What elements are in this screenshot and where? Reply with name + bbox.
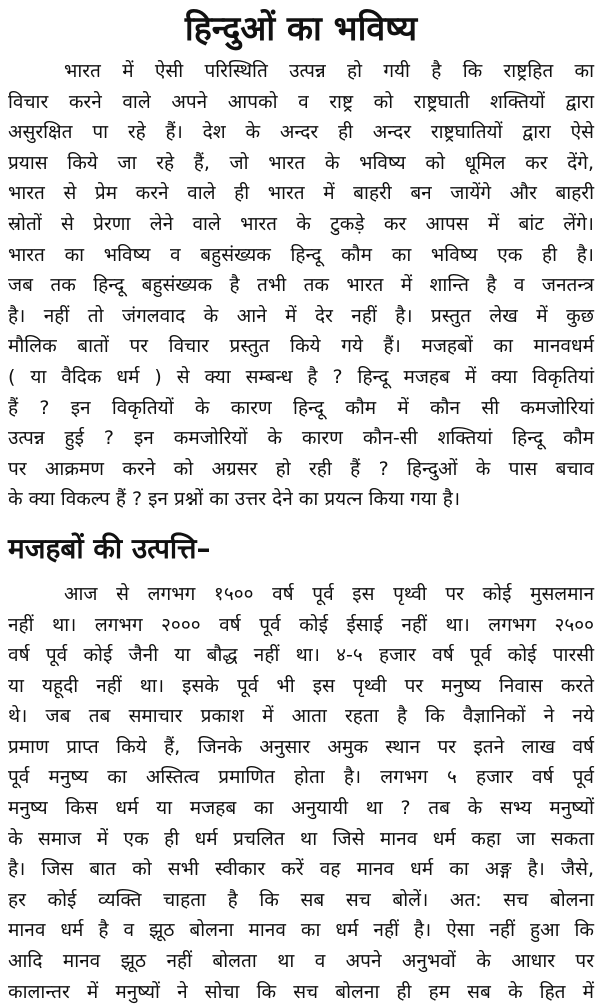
text-line: के क्या विकल्प हैं ? इन प्रश्नों का उत्तर देने का प्रयत्न किया गया है। — [8, 488, 461, 511]
text-line: नहीं था। लगभग २००० वर्ष पूर्व कोई ईसाई नहीं था। लगभग २५०० — [8, 613, 594, 636]
text-line: उत्पन्न हुई ? इन कमजोरियों के कारण कौन-सी शक्तियां हिन्दू कौम — [8, 427, 594, 450]
text-line: विचार करने वाले अपने आपको व राष्ट्र को राष्ट्रघाती शक्तियों द्वारा — [8, 90, 594, 113]
text-line: ( या वैदिक धर्म ) से क्या सम्बन्ध है ? हिन्दू मजहब में क्या विकृतियां — [8, 365, 594, 388]
text-line: या यहूदी नहीं था। इसके पूर्व भी इस पृथ्वी पर मनुष्य निवास करते — [8, 674, 594, 697]
text-line: प्रमाण प्राप्त किये हैं, जिनके अनुसार अमुक स्थान पर इतने लाख वर्ष — [8, 735, 594, 758]
text-line: जब तक हिन्दू बहुसंख्यक है तभी तक भारत में शान्ति है व जनतन्त्र — [8, 274, 594, 297]
text-line: है। जिस बात को सभी स्वीकार करें वह मानव धर्म का अङ्ग है। जैसे, — [8, 858, 594, 881]
text-line: थे। जब तब समाचार प्रकाश में आता रहता है कि वैज्ञानिकों ने नये — [8, 705, 594, 728]
text-line: असुरक्षित पा रहे हैं। देश के अन्दर ही अन्दर राष्ट्रघातियों द्वारा ऐसे — [8, 121, 594, 144]
section-paragraph — [8, 579, 594, 1007]
text-line: आज से लगभग १५०० वर्ष पूर्व इस पृथ्वी पर कोई मुसलमान — [64, 582, 594, 605]
intro-paragraph — [8, 56, 594, 515]
text-line: मौलिक बातों पर विचार प्रस्तुत किये गये हैं। मजहबों का मानवधर्म — [8, 335, 594, 358]
text-line: आदि मानव झूठ नहीं बोलता था व अपने अनुभवों के आधार पर — [8, 950, 594, 973]
text-line: मनुष्य किस धर्म या मजहब का अनुयायी था ? तब के सभ्य मनुष्यों — [8, 797, 594, 820]
text-line: प्रयास किये जा रहे हैं, जो भारत के भविष्य को धूमिल कर देंगे, — [8, 151, 594, 174]
text-line: के समाज में एक ही धर्म प्रचलित था जिसे मानव धर्म कहा जा सकता — [8, 827, 594, 850]
page-title: हिन्दुओं का भविष्य — [184, 9, 418, 49]
text-line: भारत में ऐसी परिस्थिति उत्पन्न हो गयी है कि राष्ट्रहित का — [64, 60, 594, 82]
text-line: वर्ष पूर्व कोई जैनी या बौद्ध नहीं था। ४-५ हजार वर्ष पूर्व कोई पारसी — [8, 644, 594, 667]
text-line: पूर्व मनुष्य का अस्तित्व प्रमाणित होता है। लगभग ५ हजार वर्ष पूर्व — [8, 766, 594, 789]
text-line: हर कोई व्यक्ति चाहता है कि सब सच बोलें। अत: सच बोलना — [8, 888, 594, 911]
text-line: भारत से प्रेम करने वाले ही भारत में बाहरी बन जायेंगे और बाहरी — [8, 182, 594, 205]
text-line: पर आक्रमण करने को अग्रसर हो रही हैं ? हिन्दुओं के पास बचाव — [8, 457, 594, 480]
text-line: मानव धर्म है व झूठ बोलना मानव का धर्म नहीं है। ऐसा नहीं हुआ कि — [8, 919, 594, 942]
text-line: है। नहीं तो जंगलवाद के आने में देर नहीं है। प्रस्तुत लेख में कुछ — [8, 304, 594, 327]
text-line: भारत का भविष्य व बहुसंख्यक हिन्दू कौम का भविष्य एक ही है। — [8, 243, 594, 266]
text-line: कालान्तर में मनुष्यों ने सोचा कि सच बोलना ही हम सब के हित में — [8, 980, 594, 1003]
document-page — [0, 2, 600, 1003]
text-line: हैं ? इन विकृतियों के कारण हिन्दू कौम में कौन सी कमजोरियां — [8, 396, 594, 419]
section-heading: मजहबों की उत्पत्ति– — [8, 531, 211, 565]
text-line: स्रोतों से प्रेरणा लेने वाले भारत के टुकड़े कर आपस में बांट लेंगे। — [8, 212, 594, 235]
